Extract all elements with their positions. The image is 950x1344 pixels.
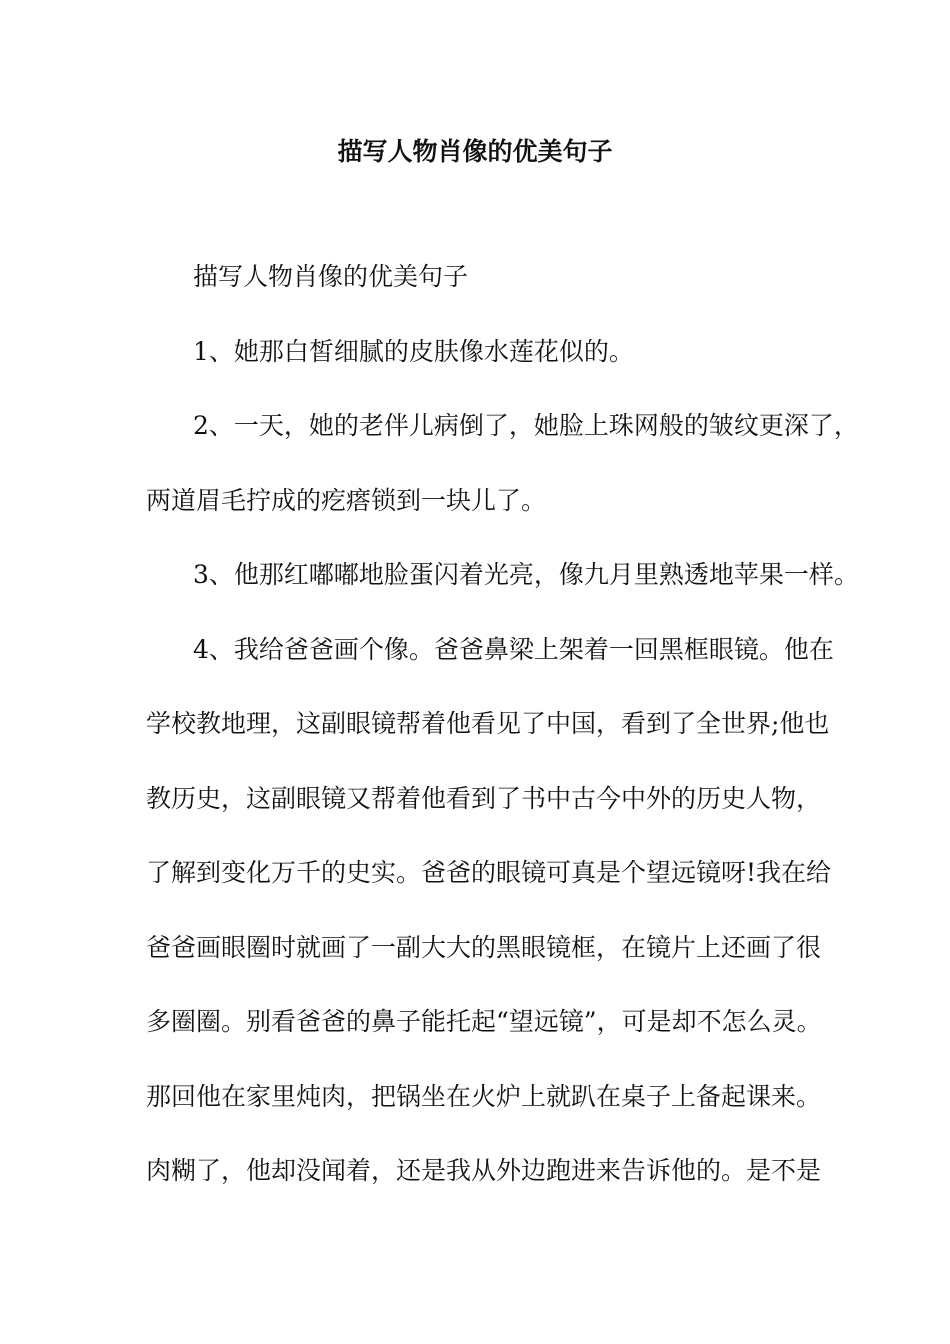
paragraph-4-line-4: 了解到变化万千的史实。爸爸的眼镜可真是个望远镜呀!我在给 — [146, 858, 832, 887]
subtitle-line: 描写人物肖像的优美句子 — [193, 262, 469, 291]
paragraph-1: 1、她那白皙细腻的皮肤像水莲花似的。 — [193, 337, 634, 366]
paragraph-4-line-5: 爸爸画眼圈时就画了一副大大的黑眼镜框，在镜片上还画了很 — [146, 933, 822, 962]
paragraph-4-line-6: 多圈圈。别看爸爸的鼻子能托起“望远镜”，可是却不怎么灵。 — [146, 1007, 822, 1036]
paragraph-2-line-2: 两道眉毛拧成的疙瘩锁到一块儿了。 — [146, 486, 547, 515]
paragraph-2-line-1: 2、一天，她的老伴儿病倒了，她脸上珠网般的皱纹更深了， — [193, 411, 859, 440]
paragraph-4-line-3: 教历史，这副眼镜又帮着他看到了书中古今中外的历史人物， — [146, 784, 822, 813]
paragraph-3: 3、他那红嘟嘟地脸蛋闪着光亮，像九月里熟透地苹果一样。 — [193, 560, 859, 589]
document-title: 描写人物肖像的优美句子 — [337, 137, 613, 166]
paragraph-4-line-2: 学校教地理，这副眼镜帮着他看见了中国，看到了全世界;他也 — [146, 709, 830, 738]
paragraph-4-line-7: 那回他在家里炖肉，把锅坐在火炉上就趴在桌子上备起课来。 — [146, 1082, 822, 1111]
paragraph-4-line-8: 肉糊了，他却没闻着，还是我从外边跑进来告诉他的。是不是 — [146, 1156, 822, 1185]
paragraph-4-line-1: 4、我给爸爸画个像。爸爸鼻梁上架着一回黑框眼镜。他在 — [193, 635, 834, 664]
